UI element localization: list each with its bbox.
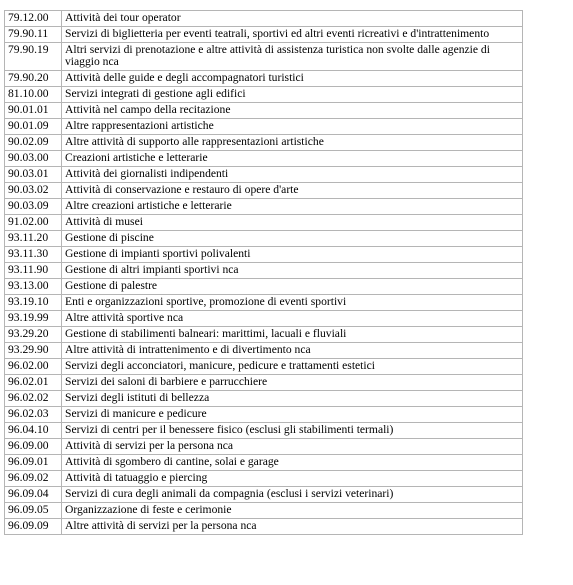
activity-description-cell: Servizi dei saloni di barbiere e parrucchiere <box>62 375 523 391</box>
activity-description-cell: Attività di conservazione e restauro di opere d'arte <box>62 183 523 199</box>
table-row <box>5 247 523 263</box>
activity-code-cell: 91.02.00 <box>5 215 62 231</box>
table-row <box>5 439 523 455</box>
activity-code-cell: 90.03.01 <box>5 167 62 183</box>
table-row <box>5 455 523 471</box>
activity-code-cell: 96.02.00 <box>5 359 62 375</box>
table-row <box>5 407 523 423</box>
activity-code-cell: 96.09.02 <box>5 471 62 487</box>
table-row <box>5 71 523 87</box>
activity-code-cell: 96.02.03 <box>5 407 62 423</box>
activity-code-cell: 96.04.10 <box>5 423 62 439</box>
table-row <box>5 327 523 343</box>
activity-code-cell: 90.01.01 <box>5 103 62 119</box>
table-row <box>5 11 523 27</box>
table-row <box>5 215 523 231</box>
table-row <box>5 199 523 215</box>
table-row <box>5 503 523 519</box>
activity-code-cell: 79.90.19 <box>5 43 62 71</box>
activity-description-cell: Attività dei giornalisti indipendenti <box>62 167 523 183</box>
activity-code-cell: 96.02.02 <box>5 391 62 407</box>
table-row <box>5 279 523 295</box>
activity-description-cell: Organizzazione di feste e cerimonie <box>62 503 523 519</box>
activity-description-cell: Gestione di piscine <box>62 231 523 247</box>
activity-description-cell: Creazioni artistiche e letterarie <box>62 151 523 167</box>
activity-description-cell: Attività nel campo della recitazione <box>62 103 523 119</box>
activity-description-cell: Altre attività di servizi per la persona nca <box>62 519 523 535</box>
table-row <box>5 151 523 167</box>
table-row <box>5 103 523 119</box>
activity-code-cell: 96.09.04 <box>5 487 62 503</box>
activity-description-cell: Servizi di centri per il benessere fisico (esclusi gli stabilimenti termali) <box>62 423 523 439</box>
activity-description-cell: Gestione di palestre <box>62 279 523 295</box>
activity-description-cell: Enti e organizzazioni sportive, promozione di eventi sportivi <box>62 295 523 311</box>
table-row <box>5 519 523 535</box>
activity-description-cell: Altre rappresentazioni artistiche <box>62 119 523 135</box>
activity-code-cell: 96.02.01 <box>5 375 62 391</box>
activity-code-cell: 79.90.11 <box>5 27 62 43</box>
activity-code-cell: 93.19.99 <box>5 311 62 327</box>
activity-description-cell: Attività dei tour operator <box>62 11 523 27</box>
activity-description-cell: Attività di servizi per la persona nca <box>62 439 523 455</box>
table-row <box>5 487 523 503</box>
activity-code-cell: 93.11.30 <box>5 247 62 263</box>
activity-description-cell: Gestione di stabilimenti balneari: marittimi, lacuali e fluviali <box>62 327 523 343</box>
activity-code-cell: 93.11.20 <box>5 231 62 247</box>
activity-code-cell: 93.11.90 <box>5 263 62 279</box>
table-row <box>5 423 523 439</box>
activity-code-cell: 96.09.00 <box>5 439 62 455</box>
activity-description-cell: Altri servizi di prenotazione e altre attività di assistenza turistica non svolte dalle agenzie di viaggio nca <box>62 43 523 71</box>
activity-code-cell: 90.03.00 <box>5 151 62 167</box>
activity-code-cell: 90.01.09 <box>5 119 62 135</box>
activity-code-cell: 90.02.09 <box>5 135 62 151</box>
activity-description-cell: Servizi degli istituti di bellezza <box>62 391 523 407</box>
document-page <box>4 10 523 535</box>
activity-code-cell: 90.03.09 <box>5 199 62 215</box>
table-row <box>5 263 523 279</box>
activity-code-cell: 90.03.02 <box>5 183 62 199</box>
activity-description-cell: Servizi integrati di gestione agli edifici <box>62 87 523 103</box>
activity-code-cell: 93.29.20 <box>5 327 62 343</box>
table-row <box>5 311 523 327</box>
activity-description-cell: Attività delle guide e degli accompagnatori turistici <box>62 71 523 87</box>
table-row <box>5 375 523 391</box>
activity-description-cell: Gestione di altri impianti sportivi nca <box>62 263 523 279</box>
table-row <box>5 471 523 487</box>
activity-description-cell: Attività di sgombero di cantine, solai e garage <box>62 455 523 471</box>
table-row <box>5 119 523 135</box>
activity-description-cell: Altre attività sportive nca <box>62 311 523 327</box>
activity-code-cell: 79.12.00 <box>5 11 62 27</box>
table-body <box>5 11 523 535</box>
activity-description-cell: Attività di tatuaggio e piercing <box>62 471 523 487</box>
activity-description-cell: Attività di musei <box>62 215 523 231</box>
table-row <box>5 343 523 359</box>
table-row <box>5 295 523 311</box>
table-row <box>5 87 523 103</box>
activity-description-cell: Gestione di impianti sportivi polivalenti <box>62 247 523 263</box>
activity-codes-table <box>4 10 523 535</box>
activity-description-cell: Servizi di manicure e pedicure <box>62 407 523 423</box>
table-row <box>5 231 523 247</box>
activity-code-cell: 96.09.05 <box>5 503 62 519</box>
activity-description-cell: Altre creazioni artistiche e letterarie <box>62 199 523 215</box>
activity-code-cell: 81.10.00 <box>5 87 62 103</box>
activity-description-cell: Altre attività di intrattenimento e di divertimento nca <box>62 343 523 359</box>
activity-description-cell: Servizi di cura degli animali da compagnia (esclusi i servizi veterinari) <box>62 487 523 503</box>
table-row <box>5 135 523 151</box>
activity-code-cell: 79.90.20 <box>5 71 62 87</box>
table-row <box>5 391 523 407</box>
activity-code-cell: 96.09.09 <box>5 519 62 535</box>
activity-code-cell: 96.09.01 <box>5 455 62 471</box>
activity-code-cell: 93.19.10 <box>5 295 62 311</box>
table-row <box>5 167 523 183</box>
table-row <box>5 43 523 71</box>
activity-code-cell: 93.29.90 <box>5 343 62 359</box>
table-row <box>5 27 523 43</box>
activity-description-cell: Servizi di biglietteria per eventi teatrali, sportivi ed altri eventi ricreativi e d'intrattenimento <box>62 27 523 43</box>
table-row <box>5 359 523 375</box>
activity-description-cell: Altre attività di supporto alle rappresentazioni artistiche <box>62 135 523 151</box>
activity-code-cell: 93.13.00 <box>5 279 62 295</box>
table-row <box>5 183 523 199</box>
activity-description-cell: Servizi degli acconciatori, manicure, pedicure e trattamenti estetici <box>62 359 523 375</box>
